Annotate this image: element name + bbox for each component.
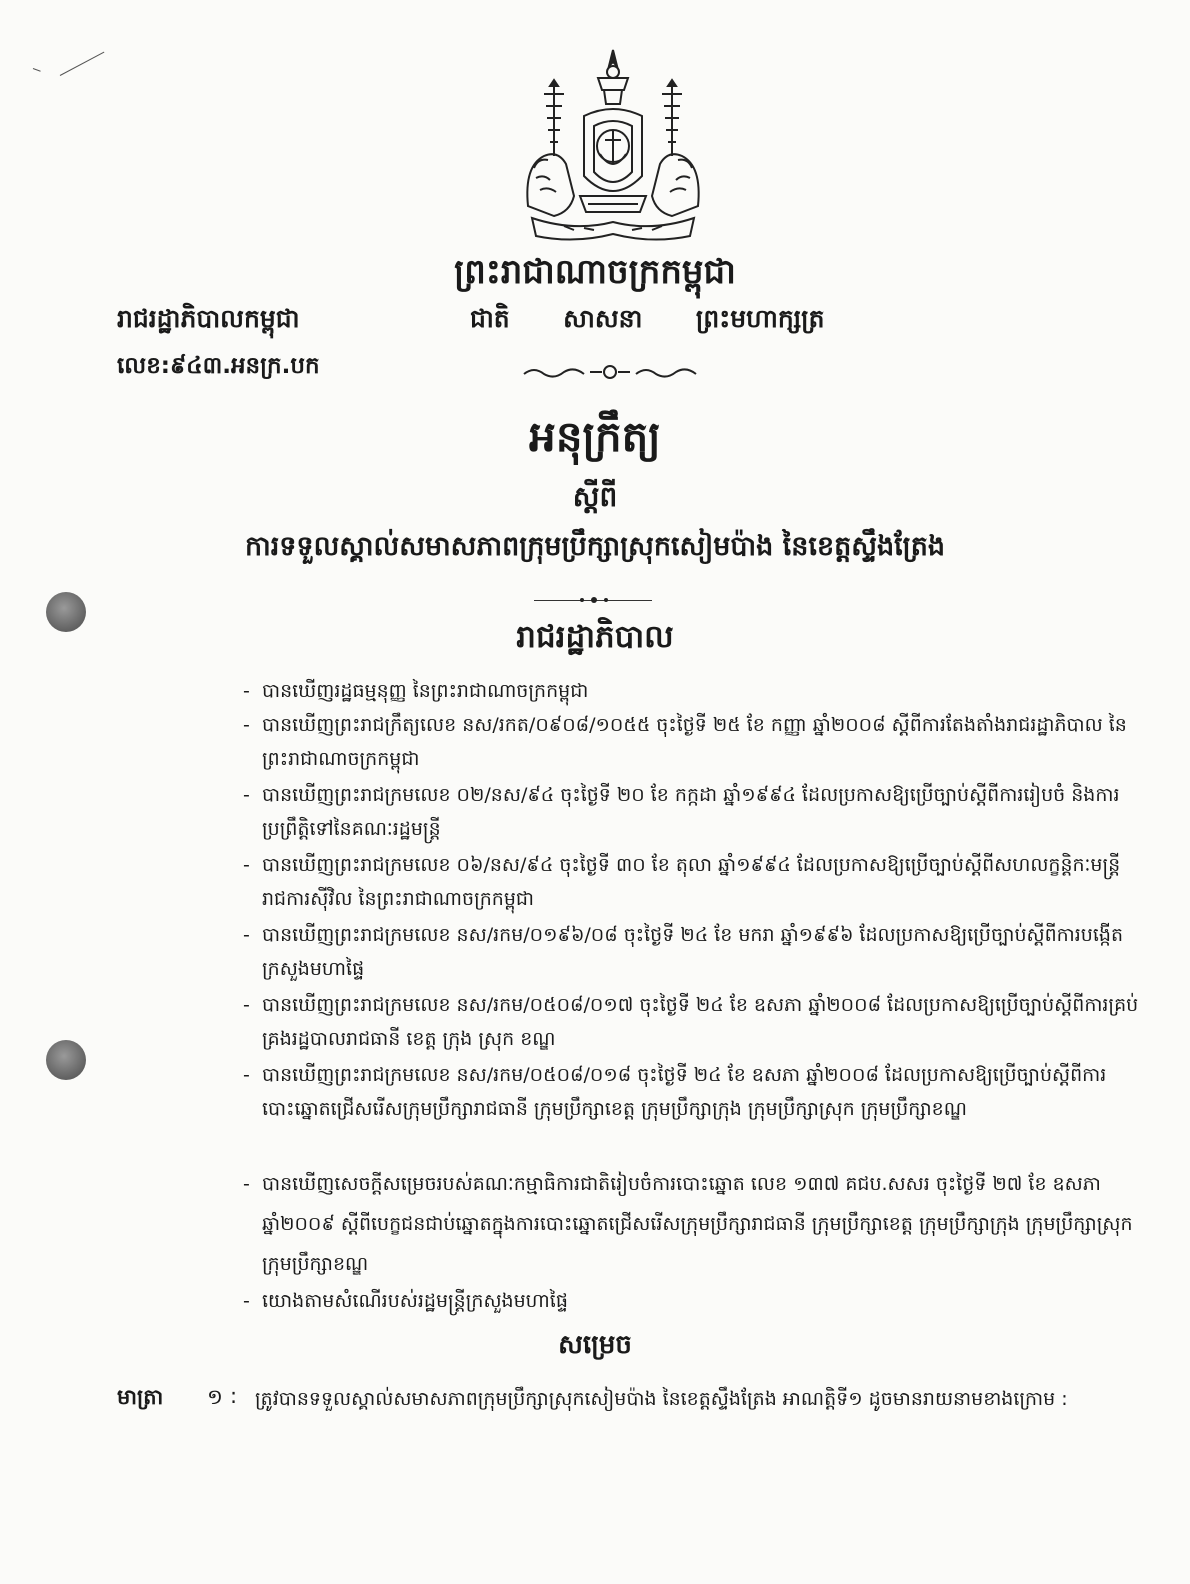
motto-religion: សាសនា — [563, 304, 643, 333]
article-colon: : — [230, 1384, 238, 1408]
article-label: មាត្រា — [117, 1385, 164, 1409]
article-number: ១ — [207, 1385, 223, 1409]
motto-king: ព្រះមហាក្សត្រ — [695, 304, 825, 333]
decree-subject: ការទទួលស្គាល់សមាសភាពក្រុមប្រឹក្សាស្រុកសៀមប៉ាង នៃខេត្តស្ទឹងត្រែង — [245, 531, 945, 562]
list-item: - បានឃើញព្រះរាជក្រមលេខ នស/រកម/០១៩៦/០៨ ចុះថ្ងៃទី ២៤ ខែ មករា ឆ្នាំ១៩៩៦ ដែលប្រកាសឱ្យប្រើច្បាប់ស្ដីពីការបង្កើតក្រសួងមហាផ្ទៃ — [243, 924, 1124, 980]
decree-title: អនុក្រឹត្យ — [529, 412, 661, 461]
scratch-mark — [33, 68, 41, 72]
ornament-divider-icon — [520, 362, 700, 382]
list-item: - បានឃើញព្រះរាជក្រមលេខ ០២/នស/៩៤ ចុះថ្ងៃទី ២០ ខែ កក្កដា ឆ្នាំ១៩៩៤ ដែលប្រកាសឱ្យប្រើច្បាប់ស្ដីពីការរៀបចំ និងការប្រព្រឹត្តិទៅនៃគណៈរដ្ឋមន្ត្រី — [243, 784, 1120, 840]
decision-heading: សម្រេច — [558, 1330, 632, 1360]
ornament-divider-icon — [572, 594, 616, 606]
kingdom-title: ព្រះរាជាណាចក្រកម្ពុជា — [454, 252, 736, 292]
government-name: រាជរដ្ឋាភិបាលកម្ពុជា — [117, 304, 300, 333]
list-item: - យោងតាមសំណើរបស់រដ្ឋមន្ត្រីក្រសួងមហាផ្ទៃ — [243, 1290, 568, 1312]
royal-coat-of-arms-icon — [514, 46, 712, 242]
list-item: - បានឃើញរដ្ឋធម្មនុញ្ញ នៃព្រះរាជាណាចក្រកម្ពុជា — [243, 680, 589, 702]
national-motto — [470, 304, 824, 340]
list-item: - បានឃើញព្រះរាជក្រមលេខ នស/រកម/០៥០៨/០១៧ ចុះថ្ងៃទី ២៤ ខែ ឧសភា ឆ្នាំ២០០៨ ដែលប្រកាសឱ្យប្រើច្បាប់ស្ដីពីការគ្រប់គ្រងរដ្ឋបាលរាជធានី ខេត្ត ក្រុង ស្រុក ខណ្ឌ — [243, 994, 1139, 1050]
motto-nation: ជាតិ — [470, 304, 510, 333]
scratch-mark — [60, 52, 105, 76]
list-item: - បានឃើញព្រះរាជក្រឹត្យលេខ នស/រកត/០៩០៨/១០៥៥ ចុះថ្ងៃទី ២៥ ខែ កញ្ញា ឆ្នាំ២០០៨ ស្ដីពីការតែងតាំងរាជរដ្ឋាភិបាល នៃព្រះរាជាណាចក្រកម្ពុជា — [243, 714, 1127, 770]
article-text: ត្រូវបានទទួលស្គាល់សមាសភាពក្រុមប្រឹក្សាស្រុកសៀមប៉ាង នៃខេត្តស្ទឹងត្រែង អាណត្តិទី១ ដូចមានរាយនាមខាងក្រោម : — [255, 1388, 1068, 1410]
list-item: - បានឃើញព្រះរាជក្រមលេខ នស/រកម/០៥០៨/០១៨ ចុះថ្ងៃទី ២៤ ខែ ឧសភា ឆ្នាំ២០០៨ ដែលប្រកាសឱ្យប្រើច្បាប់ស្ដីពីការបោះឆ្នោតជ្រើសរើសក្រុមប្រឹក្សារាជធានី ក្រុមប្រឹក្សាខេត្ត ក្រុមប្រឹក្សាក្រុង ក្រុមប្រឹក្សាស្រុក ក្រុមប្រឹក្សាខណ្ឌ — [243, 1064, 1107, 1120]
document-number: លេខ:៩៤៣.អនក្រ.បក — [117, 353, 320, 379]
list-item: - បានឃើញព្រះរាជក្រមលេខ ០៦/នស/៩៤ ចុះថ្ងៃទី ៣០ ខែ តុលា ឆ្នាំ១៩៩៤ ដែលប្រកាសឱ្យប្រើច្បាប់ស្ដីពីសហលក្ខន្តិកៈមន្ត្រីរាជការស៊ីវិល នៃព្រះរាជាណាចក្រកម្ពុជា — [243, 854, 1121, 910]
punch-hole — [46, 1040, 86, 1080]
government-heading: រាជរដ្ឋាភិបាល — [516, 619, 674, 655]
title-on: ស្ដីពី — [572, 480, 618, 513]
list-item: - បានឃើញសេចក្ដីសម្រេចរបស់គណៈកម្មាធិការជាតិរៀបចំការបោះឆ្នោត លេខ ១៣៧ គជប.សសរ ចុះថ្ងៃទី ២៧ ខែ ឧសភា ឆ្នាំ២០០៩ ស្ដីពីបេក្ខជនជាប់ឆ្នោតក្នុងការបោះឆ្នោតជ្រើសរើសក្រុមប្រឹក្សារាជធានី ក្រុមប្រឹក្សាខេត្ត ក្រុមប្រឹក្សាក្រុង ក្រុមប្រឹក្សាស្រុក ក្រុមប្រឹក្សាខណ្ឌ — [243, 1173, 1133, 1275]
